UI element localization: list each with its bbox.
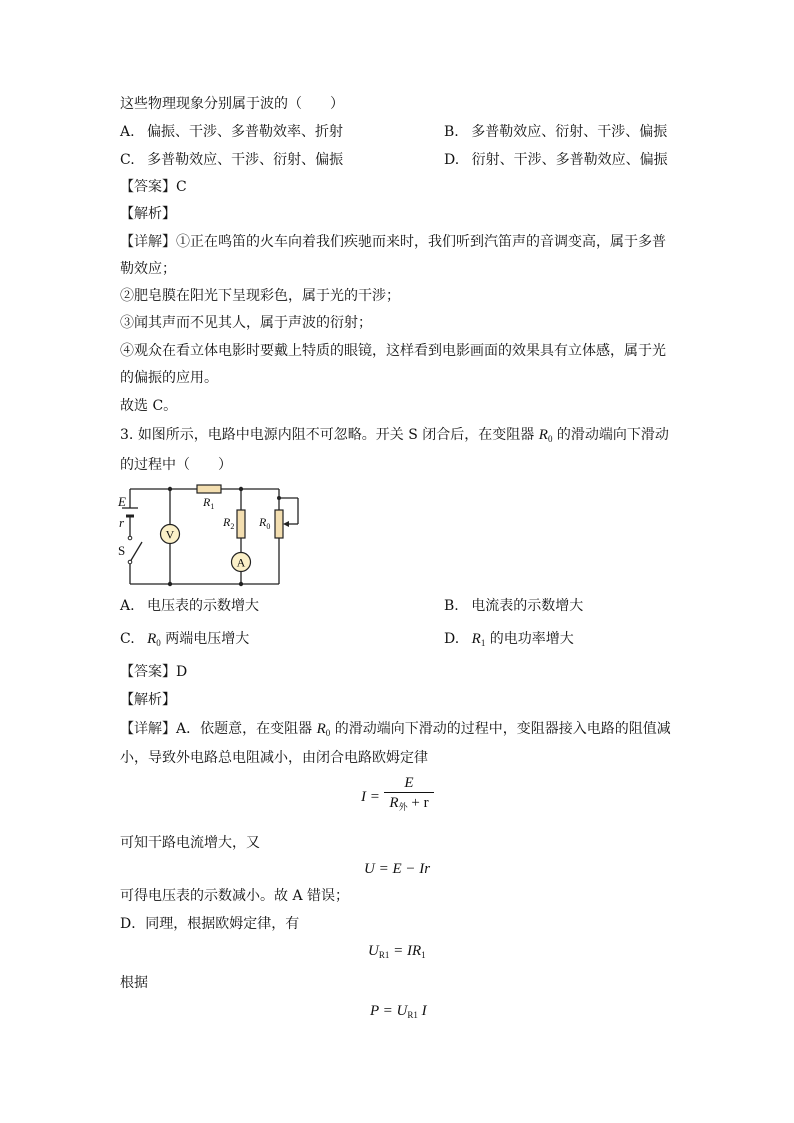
junction-dot [168, 487, 172, 491]
q3-option-b [444, 596, 583, 616]
option-label: B. [444, 124, 459, 140]
option-text: 多普勒效应、衍射、干涉、偏振 [471, 124, 668, 140]
detail-line-6: 的偏振的应用。 [120, 370, 218, 386]
q3-option-a [120, 596, 259, 616]
analysis-tag: 【解析】 [120, 206, 176, 222]
junction-dot [277, 496, 281, 500]
option-label: D. [444, 152, 460, 168]
conclusion: 故选 C。 [120, 398, 178, 414]
q3-answer-line [120, 662, 187, 682]
internal-r-label: r [119, 515, 125, 530]
q3-detail-a-line2: 小，导致外电路总电阻减小，由闭合电路欧姆定律 [120, 750, 428, 766]
detail-line-2: 勒效应； [120, 261, 176, 277]
equation-1-fraction [384, 774, 434, 818]
stem-text-2: 的滑动端向下滑动 [556, 427, 669, 443]
slider-arrow-icon [283, 521, 289, 527]
answer-line [120, 177, 187, 197]
answer-tag: 【答案】 [120, 179, 176, 195]
option-label: A. [120, 598, 135, 614]
option-text: 电流表的示数增大 [471, 598, 584, 614]
answer-tag: 【答案】 [120, 664, 176, 680]
fraction-denominator: $R_外 + r$ [389, 795, 429, 813]
stem-text: 如图所示，电路中电源内阻不可忽略。开关 S 闭合后，在变阻器 [137, 427, 535, 443]
option-label: C. [120, 152, 135, 168]
equation-1-lhs: I = [361, 789, 380, 805]
equation-4: $P = U_{R1}$ I [370, 1003, 427, 1020]
resistor-r2 [237, 510, 245, 538]
question-3-stem-line2: 的过程中（ ） [120, 457, 232, 473]
q3-option-c [120, 629, 249, 653]
stem-variable: $R_0$ [538, 427, 553, 444]
switch-contact-top [128, 536, 132, 540]
option-d [444, 150, 668, 170]
option-text: 两端电压增大 [165, 631, 250, 647]
circuit-diagram [112, 480, 312, 590]
detail-line-3: ②肥皂膜在阳光下呈现彩色，属于光的干涉； [120, 288, 400, 304]
rheostat-r0 [275, 510, 283, 538]
answer-value: C [176, 179, 187, 195]
r2-label: $R_2$ [223, 515, 235, 531]
detail-text: ①正在鸣笛的火车向着我们疾驰而来时，我们听到汽笛声的音调变高，属于多普 [176, 234, 666, 250]
detail-text: A．依题意，在变阻器 [176, 721, 313, 737]
junction-dot [168, 582, 172, 586]
option-b [444, 122, 667, 142]
junction-dot [239, 487, 243, 491]
detail-line-5: ④观众在看立体电影时要戴上特质的眼镜，这样看到电影画面的效果具有立体感，属于光 [120, 343, 666, 359]
question-number: 3. [120, 427, 134, 443]
q3-detail-a-line1 [120, 719, 671, 743]
detail-variable: $R_0$ [316, 721, 331, 738]
option-text: 衍射、干涉、多普勒效应、偏振 [471, 152, 668, 168]
detail-line-1 [120, 232, 666, 252]
q3-option-d [444, 629, 574, 653]
text-after-eq3: 根据 [120, 975, 148, 991]
detail-tag: 【详解】 [120, 234, 176, 250]
question-3-stem [120, 425, 669, 449]
switch-label: S [118, 543, 126, 558]
fraction-numerator: E [404, 775, 414, 791]
emf-label: E [118, 494, 126, 509]
option-a [120, 122, 343, 142]
detail-line-4: ③闻其声而不见其人，属于声波的衍射； [120, 315, 372, 331]
resistor-r1 [197, 485, 221, 493]
option-variable: $R_0$ [147, 631, 161, 648]
option-text: 偏振、干涉、多普勒效率、折射 [147, 124, 344, 140]
text-after-eq1: 可知干路电流增大，又 [120, 835, 260, 851]
answer-value: D [176, 664, 188, 680]
option-text: 的电功率增大 [489, 631, 574, 647]
detail-tag: 【详解】 [120, 721, 176, 737]
r0-label: $R_0$ [259, 515, 271, 531]
voltmeter-label: V [165, 527, 175, 542]
option-label: C. [120, 631, 135, 647]
equation-2: U = E − Ir [364, 861, 431, 877]
option-c [120, 150, 343, 170]
switch-contact-bottom [128, 560, 132, 564]
equation-3: $U_{R1} = IR_1$ [368, 943, 426, 960]
ammeter-label: A [236, 555, 246, 570]
option-text: 电压表的示数增大 [147, 598, 260, 614]
r1-label: $R_1$ [203, 495, 215, 511]
text-after-eq2: 可得电压表的示数减小。故 A 错误； [120, 888, 350, 904]
junction-dot [239, 582, 243, 586]
option-variable: $R_1$ [471, 631, 486, 648]
detail-text-2: 的滑动端向下滑动的过程中，变阻器接入电路的阻值减 [334, 721, 671, 737]
question-stem-tail: 这些物理现象分别属于波的（ ） [120, 96, 344, 112]
q3-analysis-tag: 【解析】 [120, 692, 176, 708]
option-label: B. [444, 598, 459, 614]
option-label: D. [444, 631, 460, 647]
option-text: 多普勒效应、干涉、衍射、偏振 [147, 152, 344, 168]
option-label: A. [120, 124, 135, 140]
detail-d: D．同理，根据欧姆定律，有 [120, 916, 300, 932]
